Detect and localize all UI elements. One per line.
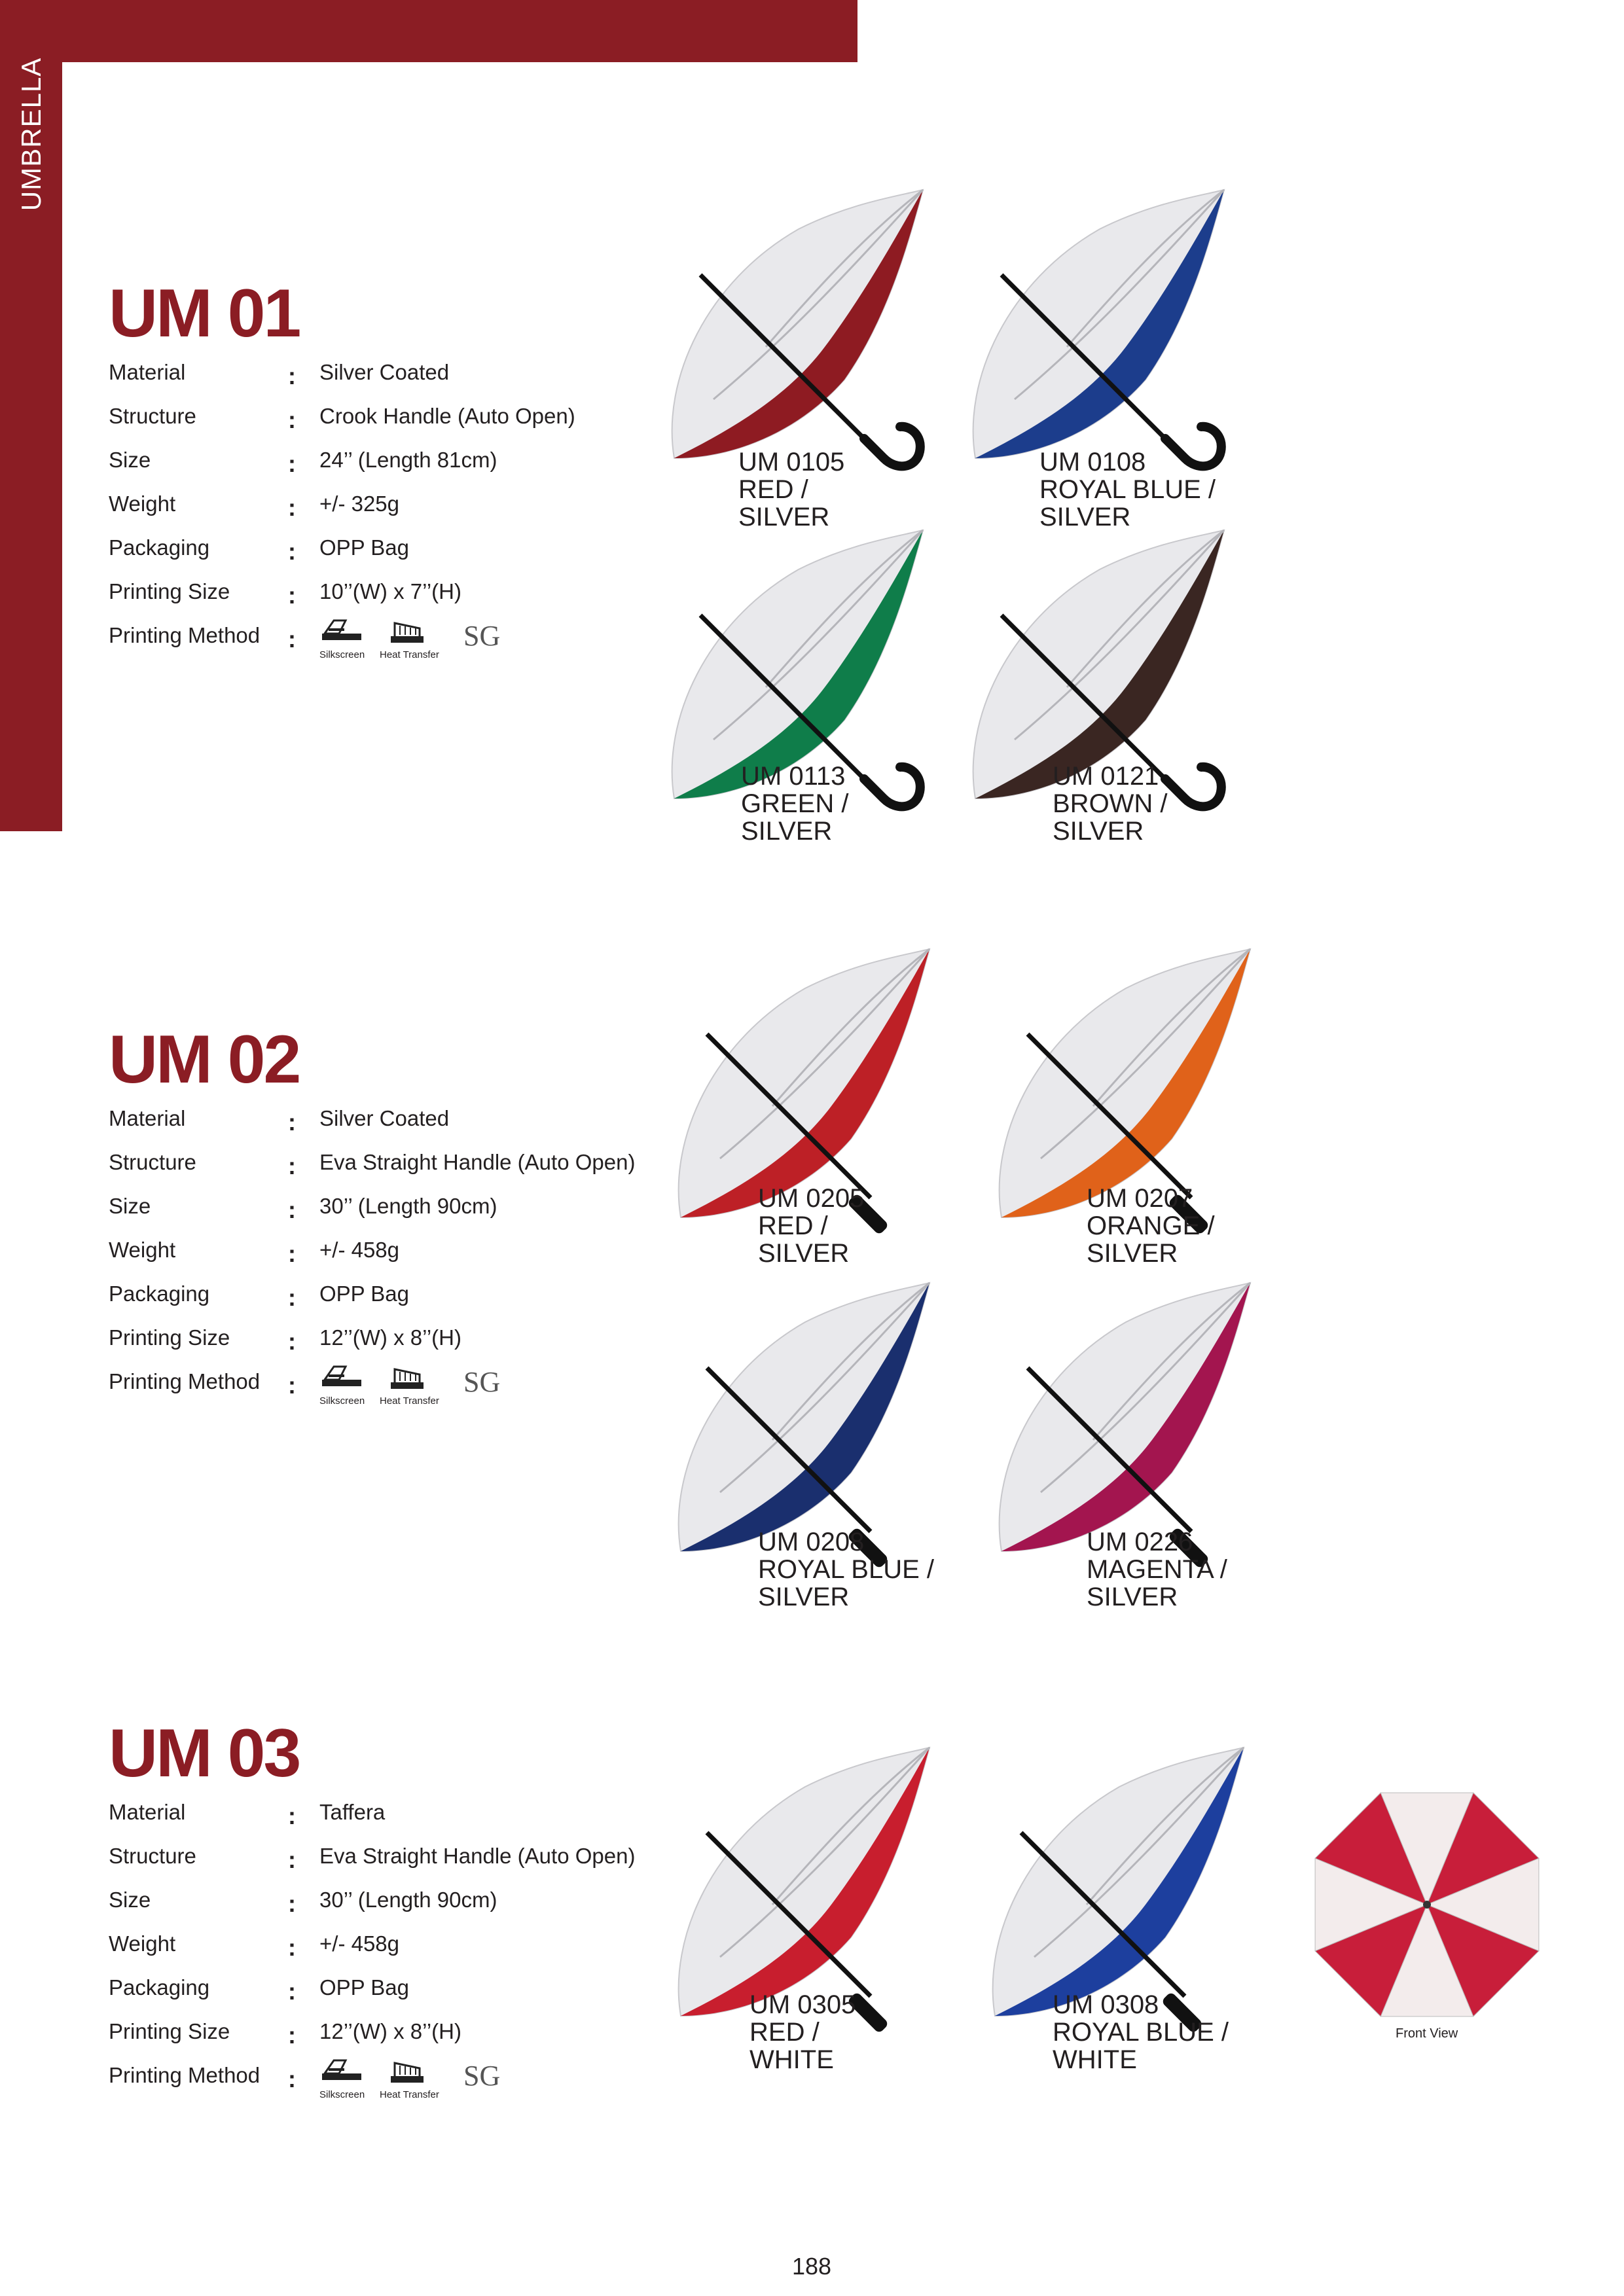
product-code: UM 0207 bbox=[1087, 1184, 1193, 1213]
product-code: UM 0305 bbox=[749, 1990, 856, 2019]
spec-value-weight: +/- 458g bbox=[319, 1931, 400, 1956]
product-code: UM 0308 bbox=[1053, 1990, 1159, 2019]
spec-colon: : bbox=[288, 538, 296, 565]
product-color: ROYAL BLUE / bbox=[1053, 2018, 1229, 2047]
silkscreen-caption: Silkscreen bbox=[319, 649, 365, 660]
spec-value-packaging: OPP Bag bbox=[319, 1282, 409, 1306]
product-label bbox=[1053, 762, 1168, 845]
product-color-secondary: SILVER bbox=[758, 1583, 850, 1611]
product-code: UM 0226 bbox=[1087, 1528, 1193, 1556]
spec-value-size: 24’’ (Length 81cm) bbox=[319, 448, 497, 472]
silkscreen-icon bbox=[319, 617, 365, 646]
product-code: UM 0113 bbox=[741, 762, 846, 791]
spec-label: Weight bbox=[109, 1238, 176, 1262]
spec-colon: : bbox=[288, 626, 296, 653]
spec-label: Packaging bbox=[109, 1282, 210, 1306]
spec-label: Size bbox=[109, 448, 151, 472]
front-view-caption: Front View bbox=[1396, 2026, 1458, 2041]
silkscreen-caption: Silkscreen bbox=[319, 1395, 365, 1407]
product-label bbox=[758, 1528, 934, 1611]
product-color-secondary: SILVER bbox=[741, 817, 833, 846]
product-code: UM 0205 bbox=[758, 1184, 865, 1213]
spec-label: Material bbox=[109, 1800, 186, 1824]
spec-label: Printing Size bbox=[109, 579, 230, 603]
product-color: RED / bbox=[749, 2018, 820, 2047]
spec-value-weight: +/- 458g bbox=[319, 1238, 400, 1262]
product-image bbox=[648, 183, 975, 484]
product-color: MAGENTA / bbox=[1087, 1555, 1227, 1584]
side-tab-label: UMBRELLA bbox=[15, 57, 46, 211]
heat-transfer-icon bbox=[388, 617, 427, 646]
spec-value-printing-size: 12’’(W) x 8’’(H) bbox=[319, 2019, 461, 2043]
product-color-secondary: SILVER bbox=[1053, 817, 1144, 846]
silkscreen-caption: Silkscreen bbox=[319, 2089, 365, 2100]
product-color: ROYAL BLUE / bbox=[758, 1555, 934, 1584]
spec-value-structure: Eva Straight Handle (Auto Open) bbox=[319, 1844, 636, 1868]
product-code: UM 0208 bbox=[758, 1528, 865, 1556]
product-label bbox=[738, 448, 844, 531]
spec-colon: : bbox=[288, 1934, 296, 1961]
spec-value-structure: Crook Handle (Auto Open) bbox=[319, 404, 575, 428]
product-label bbox=[749, 1991, 856, 2073]
product-color: BROWN / bbox=[1053, 789, 1168, 818]
spec-label: Structure bbox=[109, 1844, 196, 1868]
top-brand-bar bbox=[0, 0, 857, 62]
spec-label: Weight bbox=[109, 492, 176, 516]
spec-colon: : bbox=[288, 1890, 296, 1917]
spec-label: Printing Method bbox=[109, 623, 261, 647]
spec-label: Structure bbox=[109, 1150, 196, 1174]
printing-method-icons bbox=[319, 1363, 516, 1408]
spec-colon: : bbox=[288, 1109, 296, 1136]
spec-value-material: Taffera bbox=[319, 1800, 386, 1824]
spec-colon: : bbox=[288, 1328, 296, 1355]
product-label bbox=[741, 762, 848, 845]
silkscreen-icon bbox=[319, 1363, 365, 1392]
heat-transfer-icon bbox=[388, 2056, 427, 2086]
product-color-secondary: SILVER bbox=[1039, 503, 1131, 531]
printing-method-icons bbox=[319, 2056, 516, 2102]
product-color: ROYAL BLUE / bbox=[1039, 475, 1216, 504]
spec-label: Size bbox=[109, 1194, 151, 1218]
sg-mark: SG bbox=[463, 2060, 501, 2092]
spec-label: Size bbox=[109, 1888, 151, 1912]
product-code: UM 0105 bbox=[738, 448, 845, 476]
product-code-heading: UM 01 bbox=[109, 276, 300, 351]
spec-colon: : bbox=[288, 1153, 296, 1179]
spec-colon: : bbox=[288, 582, 296, 609]
product-code-heading: UM 02 bbox=[109, 1022, 300, 1098]
spec-colon: : bbox=[288, 2022, 296, 2049]
spec-value-packaging: OPP Bag bbox=[319, 1975, 409, 2000]
spec-value-material: Silver Coated bbox=[319, 360, 450, 384]
spec-label: Structure bbox=[109, 404, 196, 428]
umbrella-illustration bbox=[648, 183, 975, 484]
product-color: ORANGE / bbox=[1087, 1211, 1215, 1240]
spec-label: Material bbox=[109, 1106, 186, 1130]
product-color: RED / bbox=[758, 1211, 828, 1240]
spec-label: Printing Size bbox=[109, 2019, 230, 2043]
spec-colon: : bbox=[288, 450, 296, 477]
spec-colon: : bbox=[288, 1803, 296, 1829]
product-label bbox=[1039, 448, 1216, 531]
umbrella-illustration bbox=[949, 183, 1276, 484]
spec-colon: : bbox=[288, 1196, 296, 1223]
product-label bbox=[1087, 1185, 1215, 1267]
product-code: UM 0121 bbox=[1053, 762, 1159, 791]
product-color-secondary: SILVER bbox=[1087, 1239, 1178, 1268]
spec-colon: : bbox=[288, 363, 296, 389]
spec-value-printing-size: 10’’(W) x 7’’(H) bbox=[319, 579, 461, 603]
spec-colon: : bbox=[288, 1284, 296, 1311]
spec-value-material: Silver Coated bbox=[319, 1106, 450, 1130]
heat-transfer-caption: Heat Transfer bbox=[380, 1395, 439, 1407]
spec-value-size: 30’’ (Length 90cm) bbox=[319, 1888, 497, 1912]
spec-value-weight: +/- 325g bbox=[319, 492, 400, 516]
product-code: UM 0108 bbox=[1039, 448, 1146, 476]
product-color-secondary: SILVER bbox=[738, 503, 830, 531]
front-view-image bbox=[1303, 1780, 1551, 2029]
spec-label: Printing Method bbox=[109, 2063, 261, 2087]
product-label bbox=[1053, 1991, 1229, 2073]
sg-mark: SG bbox=[463, 1366, 501, 1398]
product-color: RED / bbox=[738, 475, 808, 504]
heat-transfer-caption: Heat Transfer bbox=[380, 649, 439, 660]
spec-colon: : bbox=[288, 1240, 296, 1267]
spec-value-structure: Eva Straight Handle (Auto Open) bbox=[319, 1150, 636, 1174]
spec-label: Printing Method bbox=[109, 1369, 261, 1393]
spec-label: Printing Size bbox=[109, 1325, 230, 1350]
spec-value-printing-size: 12’’(W) x 8’’(H) bbox=[319, 1325, 461, 1350]
product-label bbox=[758, 1185, 864, 1267]
spec-label: Packaging bbox=[109, 1975, 210, 2000]
umbrella-front-illustration bbox=[1303, 1780, 1551, 2029]
spec-label: Material bbox=[109, 360, 186, 384]
product-code-heading: UM 03 bbox=[109, 1715, 300, 1791]
spec-colon: : bbox=[288, 1372, 296, 1399]
spec-colon: : bbox=[288, 406, 296, 433]
sg-mark: SG bbox=[463, 620, 501, 652]
spec-colon: : bbox=[288, 1978, 296, 2005]
spec-colon: : bbox=[288, 2066, 296, 2092]
spec-colon: : bbox=[288, 1846, 296, 1873]
heat-transfer-caption: Heat Transfer bbox=[380, 2089, 439, 2100]
product-image bbox=[949, 183, 1276, 484]
spec-label: Packaging bbox=[109, 535, 210, 560]
product-label bbox=[1087, 1528, 1227, 1611]
spec-colon: : bbox=[288, 494, 296, 521]
spec-value-packaging: OPP Bag bbox=[319, 535, 409, 560]
page-number: 188 bbox=[792, 2253, 832, 2280]
spec-value-size: 30’’ (Length 90cm) bbox=[319, 1194, 497, 1218]
silkscreen-icon bbox=[319, 2056, 365, 2086]
product-color-secondary: SILVER bbox=[758, 1239, 850, 1268]
product-color-secondary: SILVER bbox=[1087, 1583, 1178, 1611]
product-color-secondary: WHITE bbox=[749, 2045, 834, 2074]
spec-label: Weight bbox=[109, 1931, 176, 1956]
printing-method-icons bbox=[319, 617, 516, 662]
product-color: GREEN / bbox=[741, 789, 849, 818]
heat-transfer-icon bbox=[388, 1363, 427, 1392]
product-color-secondary: WHITE bbox=[1053, 2045, 1137, 2074]
